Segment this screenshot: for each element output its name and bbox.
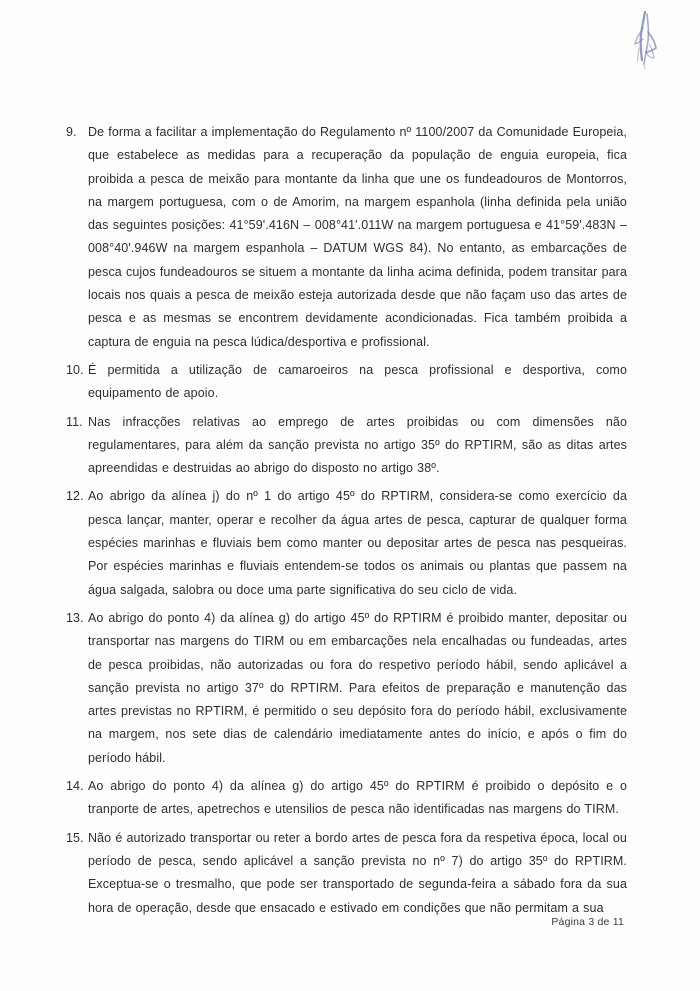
paragraph-9 <box>66 121 627 354</box>
paragraph-11 <box>66 411 627 481</box>
paragraph-15 <box>66 827 627 920</box>
paragraph-text: Nas infracções relativas ao emprego de artes proibidas ou com dimensões não regulamentares, para além da sanção prevista no artigo 35º do RPTIRM, são as ditas artes apreendidas e destruidas ao abrigo do disposto no artigo 38º. <box>88 414 627 476</box>
document-body <box>66 121 627 925</box>
blue-emblem-logo-icon <box>626 8 666 70</box>
paragraph-number: 11. <box>66 414 83 429</box>
paragraph-number: 9. <box>66 125 77 139</box>
paragraph-text: De forma a facilitar a implementação do Regulamento nº 1100/2007 da Comunidade Europeia, que estabelece as medidas para a recuperação da população de enguia europeia, fica proibida a pesca de meixão para montante da linha que une os fundeadouros de Montorros, na margem portuguesa, com o de Amorim, na margem espanhola (linha definida pela união das seguintes posições: 41°59'.416N – 008°41'.011W na margem portuguesa e 41°59'.483N – 008°40'.946W na margem espanhola – DATUM WGS 84). No entanto, as embarcações de pesca cujos fundeadouros se situem a montante da linha acima definida, podem transitar para locais nos quais a pesca de meixão esteja autorizada desde que não façam uso das artes de pesca e as mesmas se encontrem devidamente acondicionadas. Fica também proibida a captura de enguia na pesca lúdica/desportiva e profissional. <box>88 125 627 349</box>
page-number: Página 3 de 11 <box>551 916 624 928</box>
paragraph-text: Ao abrigo do ponto 4) da alínea g) do artigo 45º do RPTIRM é proibido manter, depositar ou transportar nas margens do TIRM ou em embarcações nela encalhadas ou fundeadas, artes de pesca proibidas, não autorizadas ou fora do respetivo período hábil, sendo aplicável a sanção prevista no artigo 37º do RPTIRM. Para efeitos de preparação e manutenção das artes previstas no RPTIRM, é permitido o seu depósito fora do período hábil, exclusivamente na margem, nos sete dias de calendário imediatamente antes do início, e após o fim do período hábil. <box>88 610 627 765</box>
paragraph-number: 13. <box>66 610 84 625</box>
paragraph-text: É permitida a utilização de camaroeiros na pesca profissional e desportiva, como equipamento de apoio. <box>88 362 627 401</box>
paragraph-text: Ao abrigo da alínea j) do nº 1 do artigo 45º do RPTIRM, considera-se como exercício da pesca lançar, manter, operar e recolher da água artes de pesca, capturar de qualquer forma espécies marinhas e fluviais bem como manter ou depositar artes de pesca nas pesqueiras. Por espécies marinhas e fluviais entendem-se todos os animais ou plantas que passem na água salgada, salobra ou doce uma parte significativa do seu ciclo de vida. <box>88 489 627 597</box>
paragraph-14 <box>66 775 627 822</box>
paragraph-number: 12. <box>66 489 84 504</box>
paragraph-number: 14. <box>66 779 84 794</box>
paragraph-number: 15. <box>66 830 84 845</box>
paragraph-13 <box>66 607 627 770</box>
paragraph-text: Não é autorizado transportar ou reter a bordo artes de pesca fora da respetiva época, local ou período de pesca, sendo aplicável a sanção prevista no nº 7) do artigo 35º do RPTIRM. Exceptua-se o tresmalho, que pode ser transportado de segunda-feira a sábado fora da sua hora de operação, desde que ensacado e estivado em condições que não permitam a sua <box>88 830 627 915</box>
paragraph-12 <box>66 485 627 601</box>
paragraph-10 <box>66 359 627 406</box>
paragraph-text: Ao abrigo do ponto 4) da alínea g) do artigo 45º do RPTIRM é proibido o depósito e o tranporte de artes, apetrechos e utensilios de pesca não identificadas nas margens do TIRM. <box>88 779 627 817</box>
paragraph-number: 10. <box>66 362 84 377</box>
